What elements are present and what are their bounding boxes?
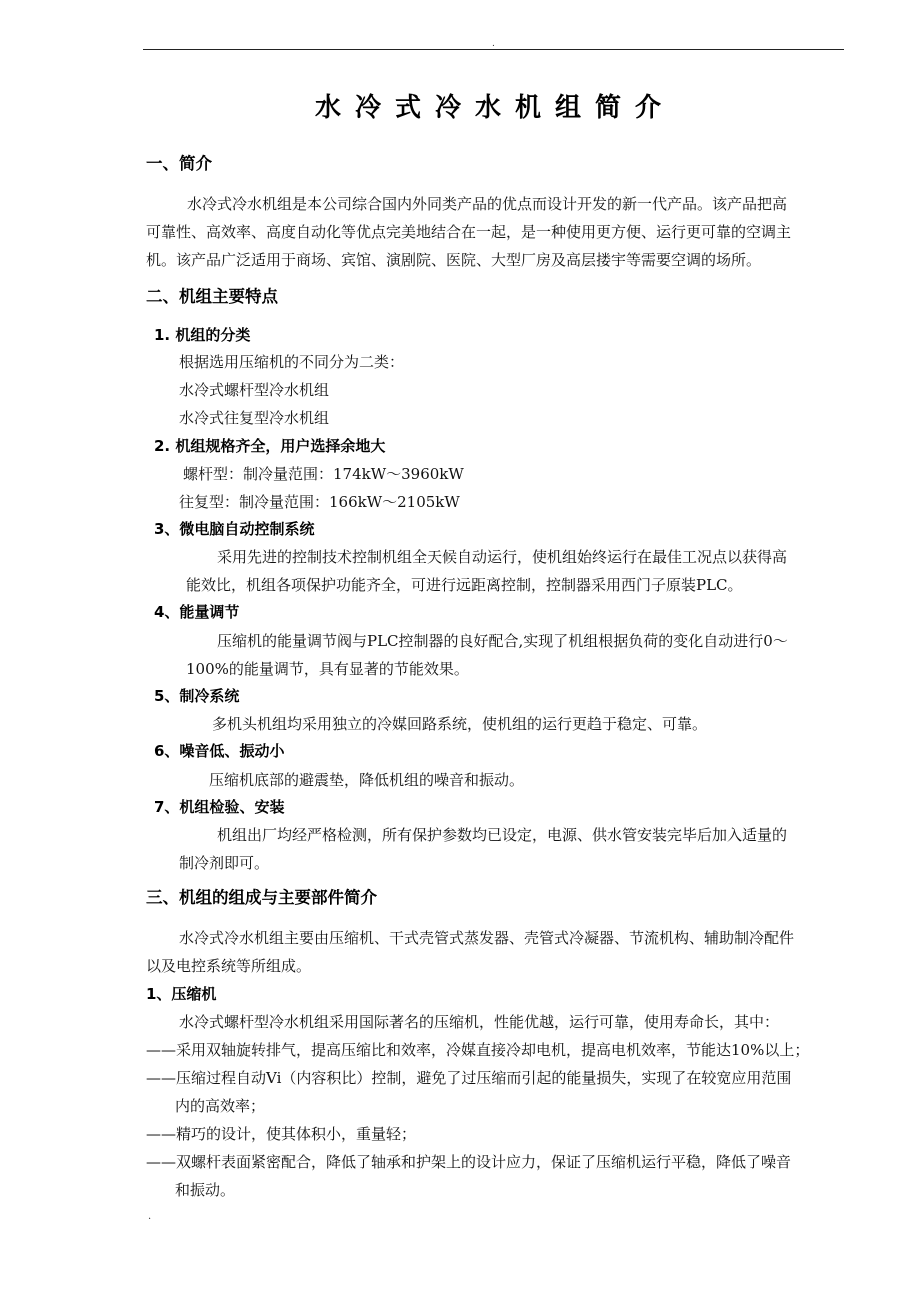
- compressor-heading: 1、压缩机: [146, 985, 217, 1003]
- compressor-bullet-4-line-1: ——双螺杆表面紧密配合，降低了轴承和护架上的设计应力，保证了压缩机运行平稳，降低了噪音: [146, 1153, 792, 1171]
- footer-mark: .: [148, 1211, 152, 1222]
- section-3-heading: 三、机组的组成与主要部件简介: [146, 888, 377, 907]
- section-1-line-1: 水冷式冷水机组是本公司综合国内外同类产品的优点而设计开发的新一代产品。该产品把高: [187, 195, 788, 213]
- section-1-line-3: 机。该产品广泛适用于商场、宾馆、演剧院、医院、大型厂房及高层搂宇等需要空调的场所。: [146, 251, 762, 269]
- compressor-bullet-1: ——采用双轴旋转排气，提高压缩比和效率，冷媒直接冷却电机，提高电机效率，节能达10%以上；: [146, 1041, 810, 1059]
- feature-5-line-1: 多机头机组均采用独立的冷媒回路系统，使机组的运行更趋于稳定、可靠。: [212, 715, 708, 733]
- feature-7-line-2: 制冷剂即可。: [179, 854, 270, 872]
- feature-3-line-2: 能效比，机组各项保护功能齐全，可进行远距离控制，控制器采用西门子原装PLC。: [186, 576, 743, 594]
- feature-7-line-1: 机组出厂均经严格检测，所有保护参数均已设定，电源、供水管安装完毕后加入适量的: [217, 826, 788, 844]
- feature-2-heading: 2. 机组规格齐全，用户选择余地大: [154, 437, 386, 455]
- compressor-bullet-2-line-2: 内的高效率；: [175, 1097, 266, 1115]
- feature-2-line-1: 螺杆型：制冷量范围：174kW～3960kW: [183, 465, 464, 483]
- section-3-intro-line-1: 水冷式冷水机组主要由压缩机、干式壳管式蒸发器、壳管式冷凝器、节流机构、辅助制冷配件: [179, 929, 795, 947]
- header-rule: [143, 49, 844, 50]
- feature-1-line-2: 水冷式螺杆型冷水机组: [179, 381, 330, 399]
- section-1-line-2: 可靠性、高效率、高度自动化等优点完美地结合在一起，是一种使用更方便、运行更可靠的空调主: [146, 223, 792, 241]
- feature-3-line-1: 采用先进的控制技术控制机组全天候自动运行，使机组始终运行在最佳工况点以获得高: [217, 548, 788, 566]
- feature-5-heading: 5、制冷系统: [154, 687, 240, 705]
- header-mark: .: [492, 39, 495, 49]
- feature-1-heading: 1. 机组的分类: [154, 326, 251, 344]
- compressor-bullet-3: ——精巧的设计，使其体积小，重量轻；: [146, 1125, 417, 1143]
- compressor-intro: 水冷式螺杆型冷水机组采用国际著名的压缩机，性能优越，运行可靠，使用寿命长，其中：: [179, 1013, 780, 1031]
- feature-7-heading: 7、机组检验、安装: [154, 798, 285, 816]
- section-2-heading: 二、机组主要特点: [146, 287, 278, 306]
- section-1-heading: 一、简介: [146, 154, 212, 173]
- section-3-intro-line-2: 以及电控系统等所组成。: [146, 957, 312, 975]
- feature-2-line-2: 往复型：制冷量范围：166kW～2105kW: [179, 493, 460, 511]
- compressor-bullet-2-line-1: ——压缩过程自动Vi（内容积比）控制，避免了过压缩而引起的能量损失，实现了在较宽应用范围: [146, 1069, 792, 1087]
- compressor-bullet-4-line-2: 和振动。: [175, 1181, 236, 1199]
- feature-1-line-1: 根据选用压缩机的不同分为二类：: [179, 353, 405, 371]
- feature-6-heading: 6、噪音低、振动小: [154, 742, 285, 760]
- feature-4-line-2: 100%的能量调节，具有显著的节能效果。: [186, 660, 469, 678]
- feature-6-line-1: 压缩机底部的避震垫，降低机组的噪音和振动。: [209, 771, 525, 789]
- feature-1-line-3: 水冷式往复型冷水机组: [179, 409, 330, 427]
- document-title: 水冷式冷水机组简介: [314, 93, 675, 123]
- feature-3-heading: 3、微电脑自动控制系统: [154, 520, 315, 538]
- feature-4-line-1: 压缩机的能量调节阀与PLC控制器的良好配合,实现了机组根据负荷的变化自动进行0～: [217, 632, 788, 650]
- feature-4-heading: 4、能量调节: [154, 603, 240, 621]
